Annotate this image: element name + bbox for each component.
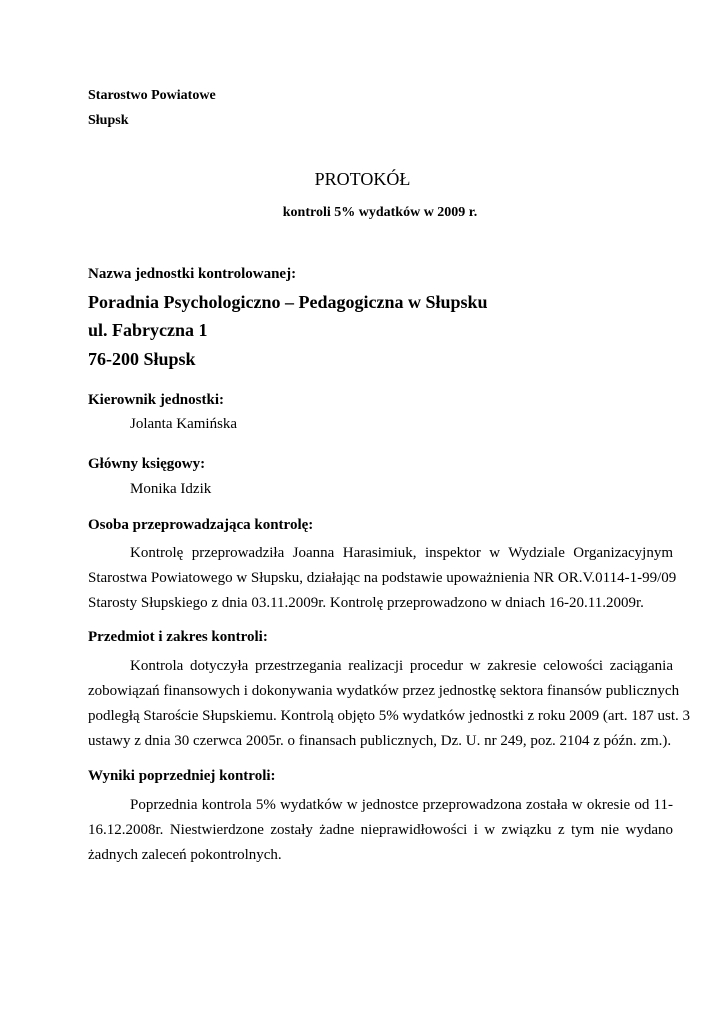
unit-label: Nazwa jednostki kontrolowanej: [88, 266, 297, 282]
scope-text-line: podległą Staroście Słupskiemu. Kontrolą objęto 5% wydatków jednostki z roku 2009 (art. 187 ust. 3 [88, 708, 690, 724]
previous-text-line: Poprzednia kontrola 5% wydatków w jednostce przeprowadzona została w okresie od 11- [130, 797, 673, 813]
previous-label: Wyniki poprzedniej kontroli: [88, 768, 276, 784]
chief-accountant-value: Monika Idzik [130, 481, 212, 497]
unit-street: ul. Fabryczna 1 [88, 320, 208, 340]
inspector-text-line: Kontrolę przeprowadziła Joanna Harasimiuk, inspektor w Wydziale Organizacyjnym [130, 545, 673, 561]
head-of-unit-label: Kierownik jednostki: [88, 392, 224, 408]
unit-city: 76-200 Słupsk [88, 349, 196, 369]
unit-name: Poradnia Psychologiczno – Pedagogiczna w Słupsku [88, 292, 488, 312]
inspector-text-line: Starostwa Powiatowego w Słupsku, działając na podstawie upoważnienia NR OR.V.0114-1-99/09 [88, 570, 677, 586]
org-city: Słupsk [88, 113, 129, 128]
scope-label: Przedmiot i zakres kontroli: [88, 629, 268, 645]
scope-text-line: ustawy z dnia 30 czerwca 2005r. o finansach publicznych, Dz. U. nr 249, poz. 2104 z późn. zm.). [88, 733, 672, 749]
document-title: PROTOKÓŁ [314, 169, 411, 189]
scope-text-line: Kontrola dotyczyła przestrzegania realizacji procedur w zakresie celowości zaciągania [130, 658, 673, 674]
document-subtitle: kontroli 5% wydatków w 2009 r. [282, 205, 478, 220]
inspector-text-line: Starosty Słupskiego z dnia 03.11.2009r. Kontrolę przeprowadzono w dniach 16-20.11.2009r. [88, 595, 644, 611]
org-name: Starostwo Powiatowe [88, 88, 216, 103]
head-of-unit-value: Jolanta Kamińska [130, 416, 238, 432]
chief-accountant-label: Główny księgowy: [88, 456, 206, 472]
inspector-label: Osoba przeprowadzająca kontrolę: [88, 517, 314, 533]
previous-text-line: 16.12.2008r. Niestwierdzone zostały żadne nieprawidłowości i w związku z tym nie wydano [88, 822, 673, 838]
previous-text-line: żadnych zaleceń pokontrolnych. [88, 847, 282, 863]
scope-text-line: zobowiązań finansowych i dokonywania wydatków przez jednostkę sektora finansów publicznych [88, 683, 680, 699]
